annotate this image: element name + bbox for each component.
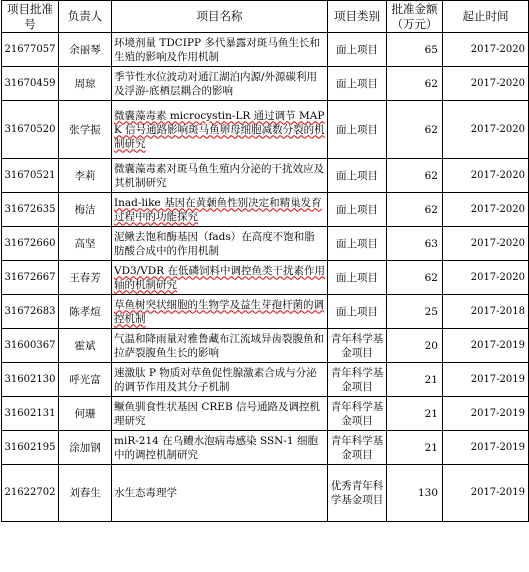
table-row [2, 33, 529, 67]
cell-id: 31672635 [2, 193, 59, 227]
header-amount: 批准金额（万元） [387, 1, 443, 33]
cell-person: 梅洁 [59, 193, 112, 227]
cell-category: 青年科学基金项目 [328, 397, 387, 431]
cell-id: 21622702 [2, 465, 59, 522]
cell-amount: 62 [387, 67, 443, 101]
table-row [2, 159, 529, 193]
header-person: 负责人 [59, 1, 112, 33]
cell-id: 31672683 [2, 295, 59, 329]
cell-person: 周琼 [59, 67, 112, 101]
cell-title: 微囊藻毒素对斑马鱼生殖内分泌的干扰效应及其机制研究 [112, 159, 328, 193]
cell-period: 2017-2020 [443, 227, 529, 261]
cell-amount: 62 [387, 193, 443, 227]
cell-title: 鳜鱼驯食性状基因 CREB 信号通路及调控机理研究 [112, 397, 328, 431]
cell-id: 31602130 [2, 363, 59, 397]
cell-id: 31670520 [2, 101, 59, 159]
cell-period: 2017-2019 [443, 363, 529, 397]
cell-category: 面上项目 [328, 227, 387, 261]
cell-category: 面上项目 [328, 261, 387, 295]
cell-id: 31602131 [2, 397, 59, 431]
cell-period: 2017-2020 [443, 193, 529, 227]
table-row [2, 329, 529, 363]
cell-title: miR-214 在乌鳢水泡病毒感染 SSN-1 细胞中的调控机制研究 [112, 431, 328, 465]
cell-period: 2017-2020 [443, 261, 529, 295]
cell-period: 2017-2019 [443, 329, 529, 363]
cell-person: 霍斌 [59, 329, 112, 363]
cell-person: 陈孝煊 [59, 295, 112, 329]
cell-person: 余丽琴 [59, 33, 112, 67]
cell-amount: 21 [387, 397, 443, 431]
header-category: 项目类别 [328, 1, 387, 33]
cell-period: 2017-2020 [443, 159, 529, 193]
table-row [2, 431, 529, 465]
cell-title: 气温和降雨量对雅鲁藏布江流域异齿裂腹鱼和拉萨裂腹鱼生长的影响 [112, 329, 328, 363]
table-row [2, 363, 529, 397]
header-row [2, 1, 529, 33]
cell-title: Inad-like 基因在黄颡鱼性别决定和精巢发育过程中的功能探究 [112, 193, 328, 227]
grant-table [1, 0, 529, 522]
cell-title: 草鱼树突状细胞的生物学及益生芽孢杆菌的调控机制 [112, 295, 328, 329]
cell-period: 2017-2018 [443, 295, 529, 329]
header-id: 项目批准号 [2, 1, 59, 33]
table-row [2, 397, 529, 431]
cell-amount: 62 [387, 159, 443, 193]
cell-person: 呼光富 [59, 363, 112, 397]
cell-period: 2017-2020 [443, 101, 529, 159]
cell-title: 泥鳅去饱和酶基因（fads）在高度不饱和脂肪酸合成中的作用机制 [112, 227, 328, 261]
table-row [2, 67, 529, 101]
cell-person: 刘春生 [59, 465, 112, 522]
cell-id: 31600367 [2, 329, 59, 363]
cell-amount: 25 [387, 295, 443, 329]
cell-category: 面上项目 [328, 193, 387, 227]
cell-amount: 20 [387, 329, 443, 363]
cell-id: 31670521 [2, 159, 59, 193]
cell-category: 面上项目 [328, 67, 387, 101]
cell-id: 21677057 [2, 33, 59, 67]
table-row [2, 295, 529, 329]
table-row [2, 227, 529, 261]
cell-category: 优秀青年科学基金项目 [328, 465, 387, 522]
cell-person: 张学振 [59, 101, 112, 159]
cell-period: 2017-2020 [443, 67, 529, 101]
cell-period: 2017-2019 [443, 397, 529, 431]
header-period: 起止时间 [443, 1, 529, 33]
cell-person: 高坚 [59, 227, 112, 261]
cell-category: 面上项目 [328, 295, 387, 329]
cell-title: 环境剂量 TDCIPP 多代暴露对斑马鱼生长和生殖的影响及作用机制 [112, 33, 328, 67]
cell-amount: 130 [387, 465, 443, 522]
cell-person: 王春芳 [59, 261, 112, 295]
cell-person: 何珊 [59, 397, 112, 431]
cell-amount: 62 [387, 101, 443, 159]
cell-title: VD3/VDR 在低磷饲料中调控鱼类干扰素作用轴的机制研究 [112, 261, 328, 295]
cell-id: 31670459 [2, 67, 59, 101]
table-row [2, 465, 529, 522]
cell-amount: 62 [387, 261, 443, 295]
header-title: 项目名称 [112, 1, 328, 33]
cell-id: 31672667 [2, 261, 59, 295]
cell-title: 季节性水位波动对通江湖泊内源/外源碳利用及浮游-底栖层耦合的影响 [112, 67, 328, 101]
cell-period: 2017-2019 [443, 465, 529, 522]
cell-category: 面上项目 [328, 159, 387, 193]
cell-person: 李莉 [59, 159, 112, 193]
cell-title: 微囊藻毒素 microcystin-LR 通过调节 MAPK 信号通路影响斑马鱼卵母细胞减数分裂的机制研究 [112, 101, 328, 159]
cell-amount: 65 [387, 33, 443, 67]
cell-amount: 21 [387, 363, 443, 397]
cell-id: 31602195 [2, 431, 59, 465]
cell-amount: 63 [387, 227, 443, 261]
cell-period: 2017-2019 [443, 431, 529, 465]
cell-title: 水生态毒理学 [112, 465, 328, 522]
table-row [2, 261, 529, 295]
cell-amount: 21 [387, 431, 443, 465]
cell-title: 速激肽 P 物质对草鱼促性腺激素合成与分泌的调节作用及其分子机制 [112, 363, 328, 397]
cell-category: 面上项目 [328, 33, 387, 67]
cell-category: 青年科学基金项目 [328, 329, 387, 363]
table-row [2, 193, 529, 227]
cell-period: 2017-2020 [443, 33, 529, 67]
table-row [2, 101, 529, 159]
cell-category: 面上项目 [328, 101, 387, 159]
cell-category: 青年科学基金项目 [328, 431, 387, 465]
cell-person: 涂加钢 [59, 431, 112, 465]
cell-id: 31672660 [2, 227, 59, 261]
cell-category: 青年科学基金项目 [328, 363, 387, 397]
